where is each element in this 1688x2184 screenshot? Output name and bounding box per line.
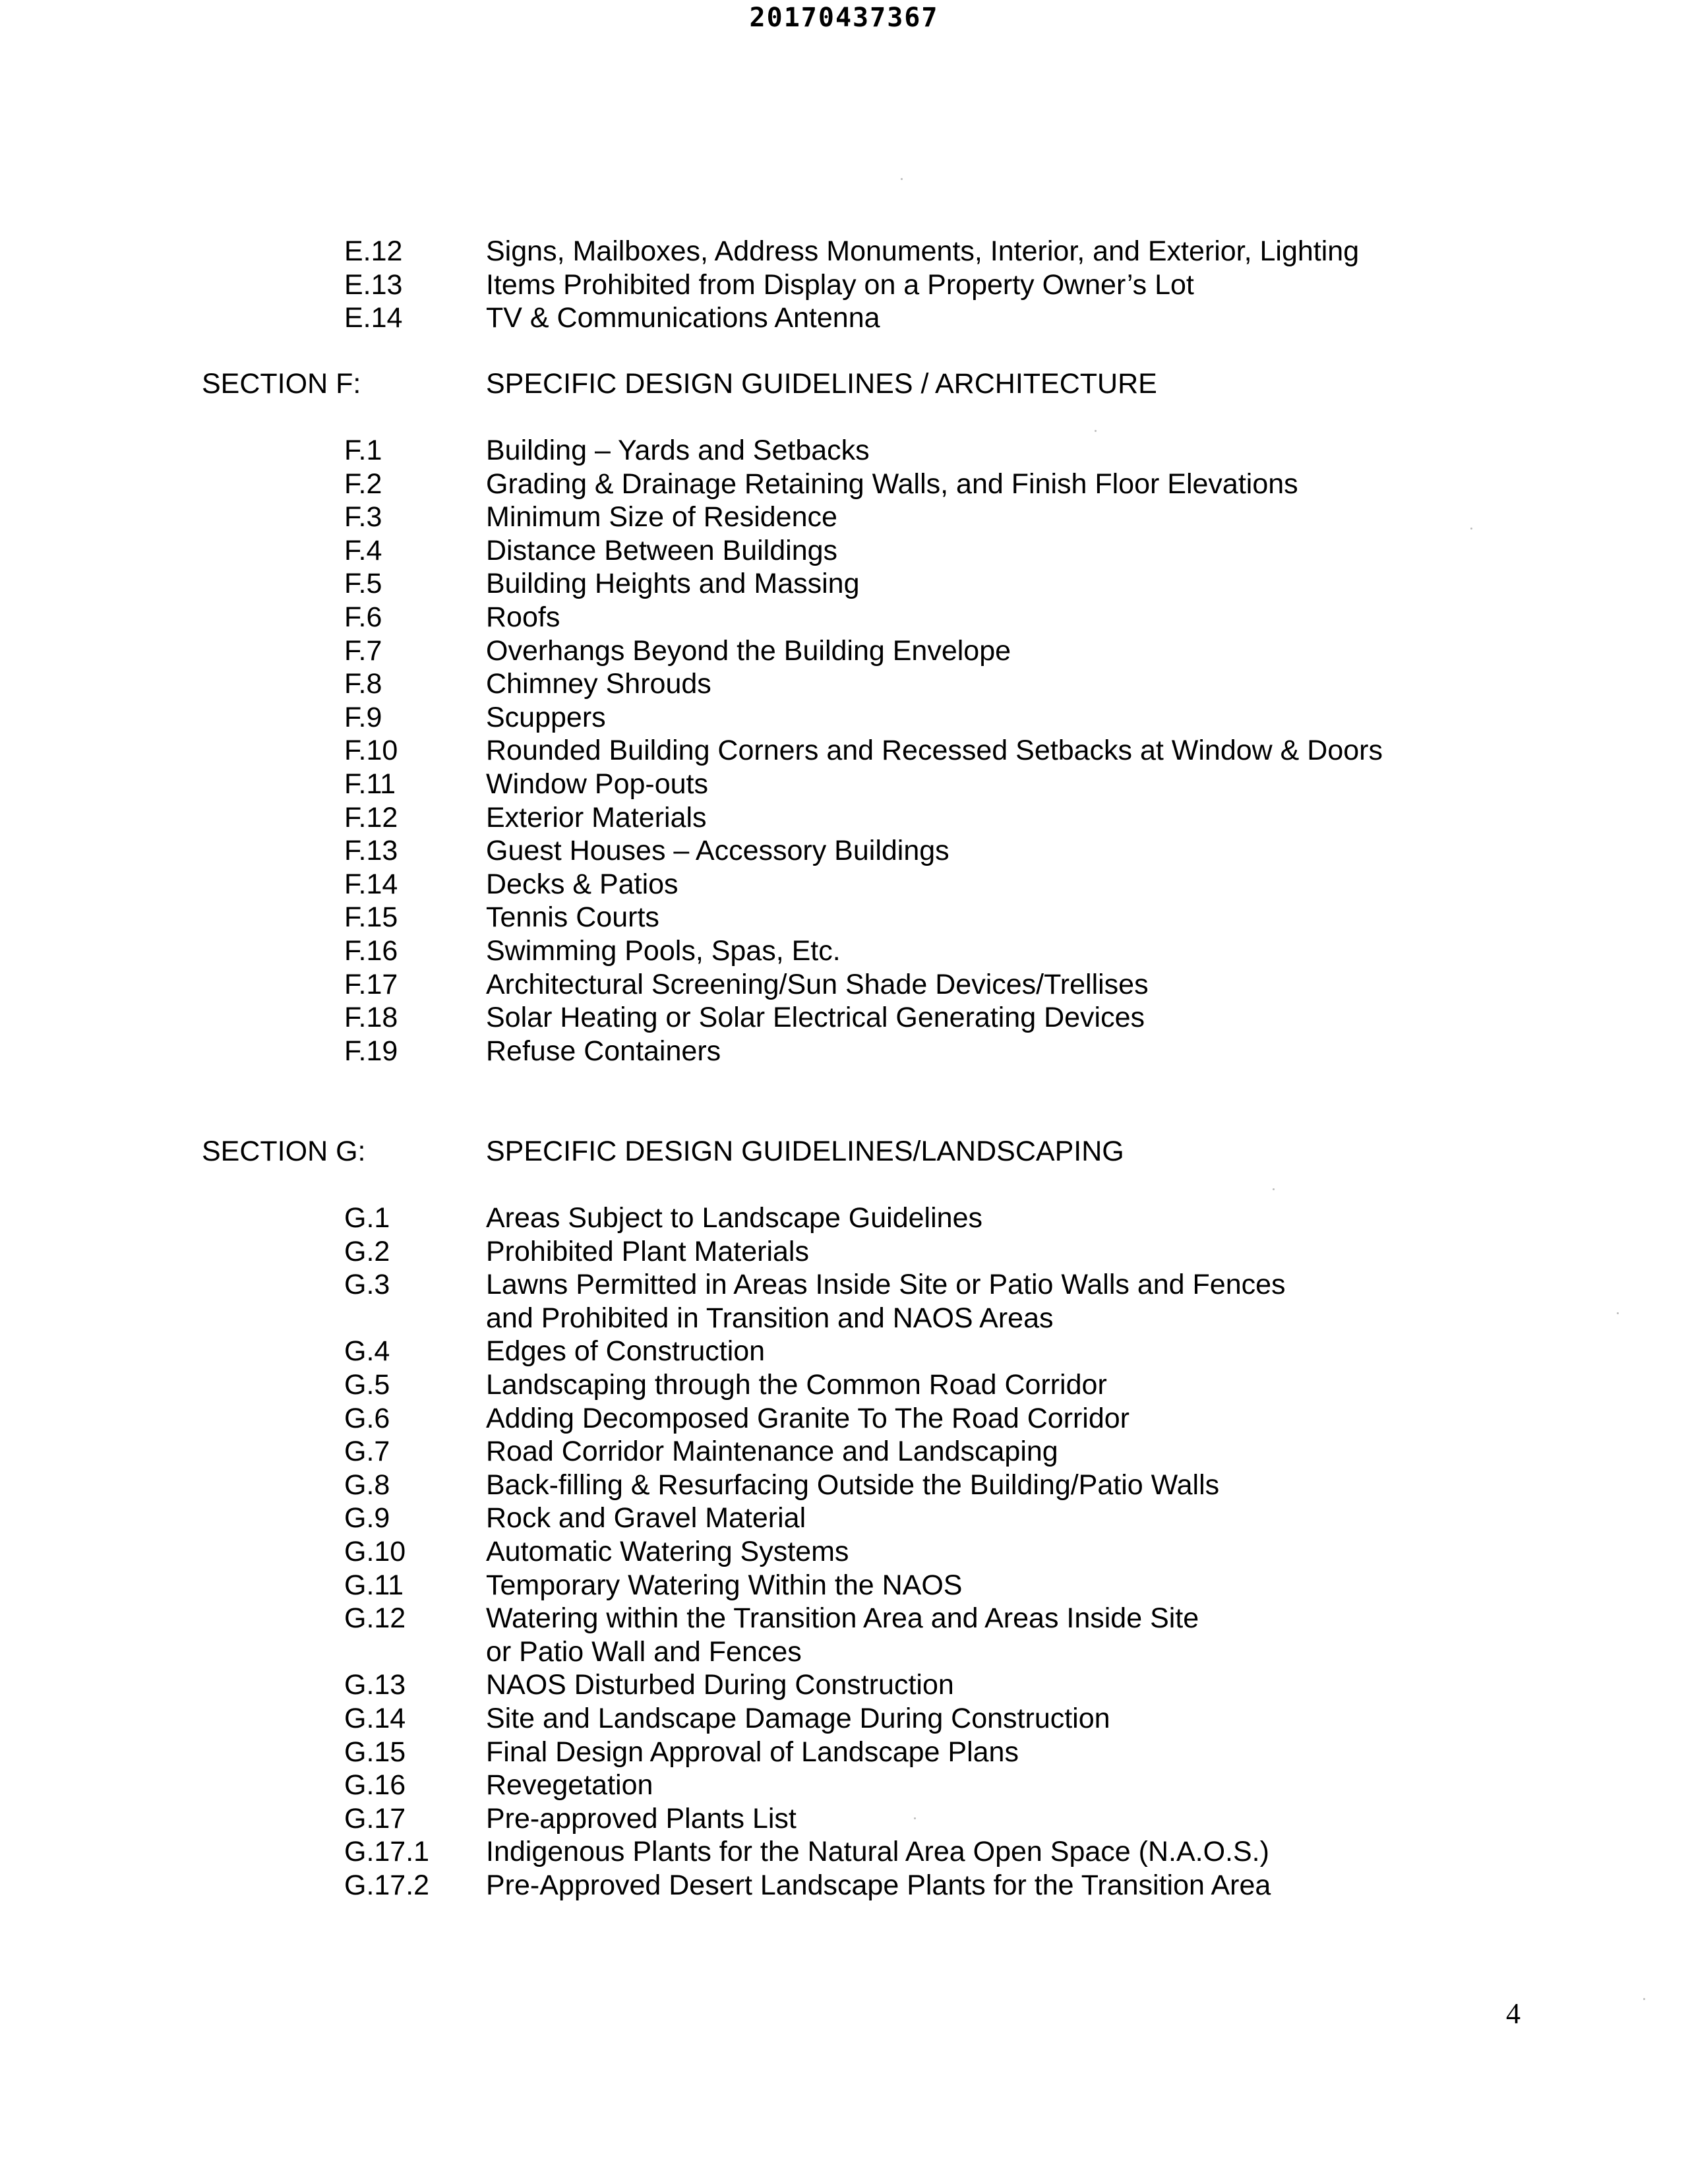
entry-title: Items Prohibited from Display on a Property Owner’s Lot [486,269,1194,301]
entry-number: E.13 [344,269,403,301]
entry-title: Exterior Materials [486,802,707,834]
entry-number: F.15 [344,901,398,933]
entry-number: G.6 [344,1403,390,1434]
scan-speck [1470,528,1472,530]
entry-title: Minimum Size of Residence [486,501,837,533]
entry-title: Tennis Courts [486,901,659,933]
entry-title: Window Pop-outs [486,768,708,800]
entry-number: E.12 [344,235,403,267]
entry-number: G.16 [344,1769,406,1801]
entry-number: F.16 [344,935,398,967]
entry-number: F.12 [344,802,398,834]
entry-number: G.10 [344,1536,406,1567]
entry-title: Architectural Screening/Sun Shade Devices/Trellises [486,969,1149,1000]
entry-title: Automatic Watering Systems [486,1536,849,1567]
entry-number: F.7 [344,635,382,667]
entry-title: Rounded Building Corners and Recessed Setbacks at Window & Doors [486,735,1383,766]
entry-number: F.1 [344,435,382,466]
entry-title: Indigenous Plants for the Natural Area Open Space (N.A.O.S.) [486,1836,1269,1867]
entry-title: and Prohibited in Transition and NAOS Areas [486,1302,1054,1334]
entry-number: F.14 [344,868,398,900]
entry-title: Watering within the Transition Area and Areas Inside Site [486,1602,1199,1634]
entry-title: Chimney Shrouds [486,668,711,700]
entry-title: Pre-Approved Desert Landscape Plants for the Transition Area [486,1869,1271,1901]
entry-number: G.17.2 [344,1869,430,1901]
entry-title: Building – Yards and Setbacks [486,435,870,466]
entry-title: Back-filling & Resurfacing Outside the Building/Patio Walls [486,1469,1220,1501]
scan-speck [1617,1312,1619,1314]
entry-number: F.11 [344,768,396,800]
entry-number: F.5 [344,568,382,599]
section-title: SPECIFIC DESIGN GUIDELINES / ARCHITECTURE [486,368,1157,400]
entry-title: Prohibited Plant Materials [486,1236,809,1267]
scan-speck [1273,1188,1275,1190]
entry-number: G.1 [344,1202,390,1234]
entry-title: Final Design Approval of Landscape Plans [486,1736,1019,1768]
entry-number: G.13 [344,1669,406,1701]
entry-number: F.3 [344,501,382,533]
entry-number: G.4 [344,1335,390,1367]
document-number: 20170437367 [749,3,939,33]
entry-title: Areas Subject to Landscape Guidelines [486,1202,982,1234]
entry-number: E.14 [344,302,403,334]
entry-number: F.10 [344,735,398,766]
entry-title: Grading & Drainage Retaining Walls, and Finish Floor Elevations [486,468,1298,500]
entry-title: Refuse Containers [486,1035,721,1067]
entry-title: Landscaping through the Common Road Corridor [486,1369,1107,1401]
entry-title: Road Corridor Maintenance and Landscaping [486,1436,1058,1467]
entry-title: Scuppers [486,702,606,733]
entry-number: F.4 [344,535,382,566]
entry-title: Roofs [486,601,560,633]
section-title: SPECIFIC DESIGN GUIDELINES/LANDSCAPING [486,1136,1124,1167]
entry-number: G.11 [344,1569,404,1601]
entry-number: F.8 [344,668,382,700]
entry-title: Solar Heating or Solar Electrical Generating Devices [486,1002,1145,1033]
entry-number: G.17 [344,1803,406,1835]
entry-number: F.6 [344,601,382,633]
entry-number: G.8 [344,1469,390,1501]
entry-title: Edges of Construction [486,1335,766,1367]
entry-number: G.5 [344,1369,390,1401]
page-number: 4 [1506,1997,1521,2030]
entry-title: Building Heights and Massing [486,568,860,599]
entry-title: Revegetation [486,1769,653,1801]
entry-number: G.14 [344,1703,406,1734]
entry-title: Temporary Watering Within the NAOS [486,1569,963,1601]
scan-speck [914,1817,916,1819]
entry-number: F.9 [344,702,382,733]
scan-speck [1643,1998,1645,2000]
entry-number: F.19 [344,1035,398,1067]
entry-number: F.18 [344,1002,398,1033]
entry-title: NAOS Disturbed During Construction [486,1669,954,1701]
entry-title: Guest Houses – Accessory Buildings [486,835,950,866]
entry-number: F.13 [344,835,398,866]
entry-title: Rock and Gravel Material [486,1502,806,1534]
entry-title: Swimming Pools, Spas, Etc. [486,935,841,967]
entry-number: G.7 [344,1436,390,1467]
section-label: SECTION G: [202,1136,366,1167]
scan-speck [1095,430,1097,432]
entry-title: or Patio Wall and Fences [486,1636,802,1668]
entry-title: Distance Between Buildings [486,535,838,566]
entry-title: Decks & Patios [486,868,678,900]
entry-title: TV & Communications Antenna [486,302,880,334]
entry-title: Signs, Mailboxes, Address Monuments, Interior, and Exterior, Lighting [486,235,1360,267]
entry-number: G.12 [344,1602,406,1634]
entry-number: G.9 [344,1502,390,1534]
entry-number: G.17.1 [344,1836,430,1867]
entry-number: G.15 [344,1736,406,1768]
entry-number: G.2 [344,1236,390,1267]
entry-title: Overhangs Beyond the Building Envelope [486,635,1011,667]
entry-title: Site and Landscape Damage During Construction [486,1703,1110,1734]
entry-title: Lawns Permitted in Areas Inside Site or Patio Walls and Fences [486,1269,1286,1300]
section-label: SECTION F: [202,368,361,400]
entry-number: F.2 [344,468,382,500]
entry-number: G.3 [344,1269,390,1300]
scan-speck [901,178,903,180]
entry-title: Pre-approved Plants List [486,1803,797,1835]
entry-number: F.17 [344,969,398,1000]
entry-title: Adding Decomposed Granite To The Road Corridor [486,1403,1130,1434]
